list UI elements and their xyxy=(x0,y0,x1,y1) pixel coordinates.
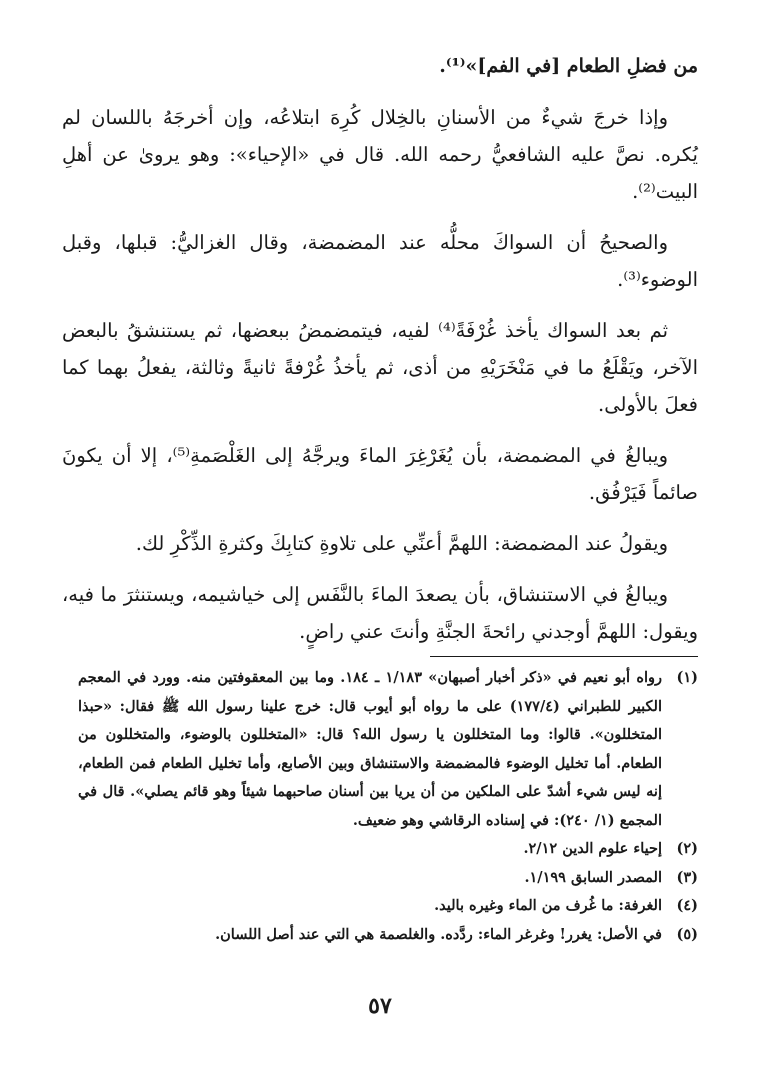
main-text xyxy=(62,48,698,650)
paragraph-dua-madmada: ويقولُ عند المضمضة: اللهمَّ أعنِّي على تلاوةِ كتابِكَ وكثرةِ الذِّكْرِ لك. xyxy=(135,532,668,555)
footnotes xyxy=(78,664,698,949)
paragraph-istinshaq: ويبالغُ في الاستنشاق، بأن يصعدَ الماءَ بالنَّفَس إلى خياشيمه، ويستنثرَ ما فيه، ويقول: اللهمَّ أوجدني رائحةَ الجنَّةِ وأنتَ عني راضٍ. xyxy=(62,583,698,643)
footnote-number: (٤) xyxy=(676,897,698,914)
paragraph-khilal: وإذا خرجَ شيءٌ من الأسنانِ بالخِلال كُرِهَ ابتلاعُه، وإن أخرجَهُ باللسان لم يُكره. نصَّ عليه الشافعيُّ رحمه الله. قال في «الإحياء»: وهو يروىٰ عن أهلِ البيت⁽²⁾. xyxy=(62,106,698,203)
footnote-divider xyxy=(430,656,698,657)
footnote-number: (٢) xyxy=(676,840,698,857)
footnote-text: في الأصل: يغرر! وغرغر الماء: ردَّده. والغلصمة هي التي عند أصل اللسان. xyxy=(215,925,662,943)
footnote-text: رواه أبو نعيم في «ذكر أخبار أصبهان» ١/١٨٣ ـ ١٨٤. وما بين المعقوفتين منه. وورد في المعجم الكبير للطبراني (١٧٧/٤) على ما رواه أبو أيوب قال: خرج علينا رسول الله ﷺ فقال: «حبذا المتخللون». قالوا: وما المتخللون يا رسول الله؟ قال: «المتخللون بالوضوء، والمتخللون من الطعام. أما تخليل الوضوء فالمضمضة والاستنشاق وبين الأصابع، وأما تخليل الطعام فمن الطعام، إنه ليس شيء أشدّ على الملكين من أن يريا بين أسنان صاحبهما شيئاً وهو قائم يصلي». قال في المجمع (١/ ٢٤٠): في إسناده الرقاشي وهو ضعيف. xyxy=(78,669,662,829)
footnote-5 xyxy=(78,921,698,950)
paragraph-ghurfa: ثم بعد السواك يأخذ غُرْفَةً⁽⁴⁾ لفيه، فيتمضمضُ ببعضها، ثم يستنشقُ بالبعض الآخر، ويَقْلَعُ ما في مَنْخَرَيْهِ من أذى، ثم يأخذُ غُرْفةً ثانيةً وثالثة، يفعلُ بهما كما فعلَ بالأولى. xyxy=(62,319,698,416)
paragraph-siwak: والصحيحُ أن السواكَ محلُّه عند المضمضة، وقال الغزاليُّ: قبلها، وقبل الوضوء⁽³⁾. xyxy=(62,231,698,291)
footnote-4 xyxy=(78,892,698,921)
footnote-text: إحياء علوم الدين ٢/١٢. xyxy=(523,840,662,857)
footnote-number: (١) xyxy=(676,669,698,686)
footnote-text: الغرفة: ما غُرف من الماء وغيره باليد. xyxy=(434,897,662,914)
footnote-1 xyxy=(78,664,698,835)
footnote-number: (٥) xyxy=(676,925,698,943)
footnote-2 xyxy=(78,835,698,864)
paragraph-madmada: ويبالغُ في المضمضة، بأن يُغَرْغِرَ الماءَ ويرجَّهُ إلى الغَلْصَمةِ⁽⁵⁾، إلا أن يكونَ صائماً فَيَرْفُق. xyxy=(62,444,698,504)
footnote-number: (٣) xyxy=(676,868,698,886)
page-number: ٥٧ xyxy=(368,993,392,1019)
footnote-3 xyxy=(78,864,698,893)
footnote-text: المصدر السابق ١/١٩٩. xyxy=(524,868,662,886)
paragraph-continuation: من فضلِ الطعام [في الفم]»⁽¹⁾. xyxy=(439,55,698,77)
